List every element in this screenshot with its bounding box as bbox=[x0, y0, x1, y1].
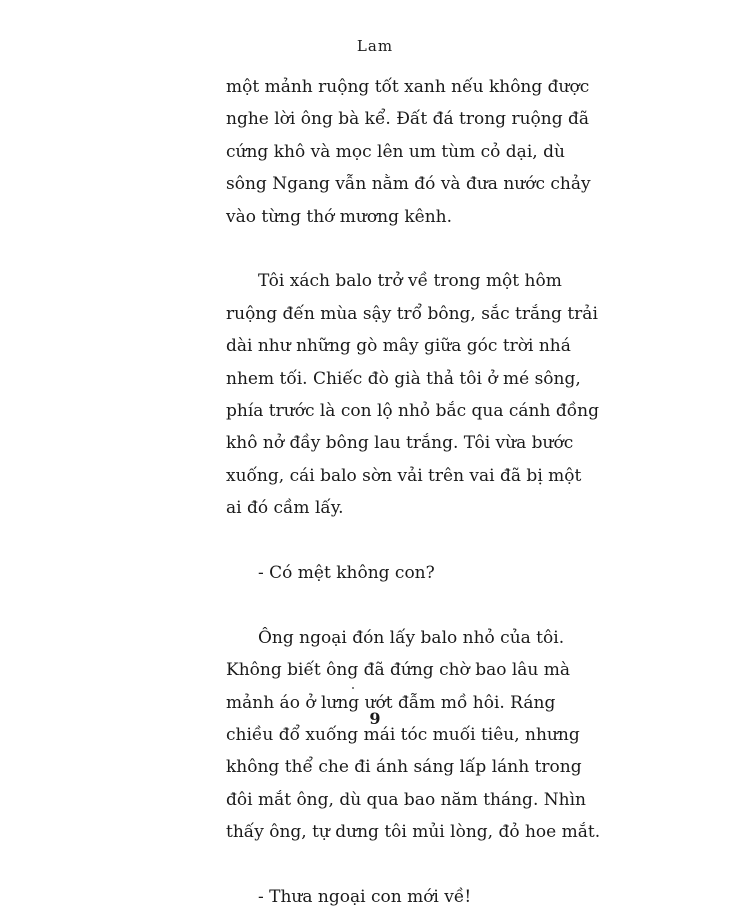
text-line: ruộng đến mùa sậy trổ bông, sắc trắng trải bbox=[226, 303, 598, 324]
text-line: nhem tối. Chiếc đò già thả tôi ở mé sông, bbox=[226, 368, 581, 389]
paragraph-gap bbox=[226, 525, 526, 557]
text-line: mảnh áo ở lưng ướt đẫm mồ hôi. Ráng bbox=[226, 692, 556, 713]
text-line: - Thưa ngoại con mới về! bbox=[258, 887, 472, 908]
text-line: nghe lời ông bà kể. Đất đá trong ruộng đã bbox=[226, 109, 590, 130]
page-number: 9 bbox=[369, 709, 381, 728]
text-line: không thể che đi ánh sáng lấp lánh trong bbox=[226, 757, 582, 778]
paragraph bbox=[226, 71, 591, 233]
text-line: một mảnh ruộng tốt xanh nếu không được bbox=[226, 77, 590, 97]
text-line: khô nở đầy bông lau trắng. Tôi vừa bước bbox=[226, 433, 574, 454]
text-line: - Có mệt không con? bbox=[258, 563, 435, 584]
text-line: chiều đổ xuống mái tóc muối tiêu, nhưng bbox=[226, 725, 580, 746]
paragraph-gap bbox=[226, 849, 526, 881]
text-line: Không biết ông đã đứng chờ bao lâu mà bbox=[226, 660, 571, 681]
paragraph bbox=[226, 881, 526, 913]
paragraph-gap bbox=[226, 589, 526, 621]
text-line: Ông ngoại đón lấy balo nhỏ của tôi. bbox=[258, 627, 565, 648]
text-line: ai đó cầm lấy. bbox=[226, 498, 344, 519]
text-line: phía trước là con lộ nhỏ bắc qua cánh đồng bbox=[226, 401, 599, 422]
ink-speck bbox=[352, 687, 354, 689]
text-line: Tôi xách balo trở về trong một hôm bbox=[258, 271, 562, 292]
paragraph bbox=[226, 557, 526, 589]
paragraph bbox=[226, 622, 601, 849]
text-line: xuống, cái balo sờn vải trên vai đã bị một bbox=[226, 465, 582, 486]
text-line: thấy ông, tự dưng tôi mủi lòng, đỏ hoe mắt. bbox=[226, 822, 601, 843]
text-line: dài như những gò mây giữa góc trời nhá bbox=[226, 336, 571, 357]
text-line: cứng khô và mọc lên um tùm cỏ dại, dù bbox=[226, 141, 565, 162]
text-line: vào từng thớ mương kênh. bbox=[226, 206, 453, 227]
text-line: sông Ngang vẫn nằm đó và đưa nước chảy bbox=[226, 174, 591, 195]
text-line: đôi mắt ông, dù qua bao năm tháng. Nhìn bbox=[226, 789, 586, 810]
running-head: Lam bbox=[356, 37, 394, 55]
body-text bbox=[226, 71, 601, 914]
paragraph-gap bbox=[226, 233, 526, 265]
paragraph bbox=[226, 265, 599, 524]
